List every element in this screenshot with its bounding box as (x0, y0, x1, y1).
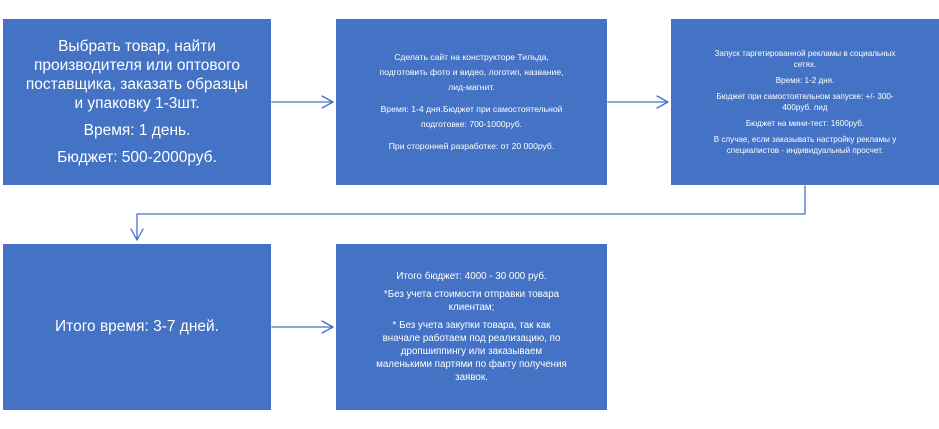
text-line: вначале работаем под реализацию, по (382, 333, 561, 344)
text-line: маленькими партями по факту получения (376, 359, 567, 370)
step-budget-self (716, 91, 893, 113)
text-line: * Без учета закупки товара, так как (392, 320, 551, 331)
text-line: лид-магнит. (448, 82, 495, 92)
step-box-website (336, 19, 607, 185)
text-line: Бюджет на мини-тест: 1600руб. (745, 119, 865, 128)
text-line: и упаковку 1-3шт. (74, 95, 200, 112)
text-line: Выбрать товар, найти (58, 38, 216, 55)
step-budget (57, 148, 217, 167)
step-time-budget (381, 102, 563, 132)
step-description (715, 48, 896, 70)
step-external-budget (389, 139, 554, 154)
text-line: Время: 1-4 дня.Бюджет при самостоятельной (380, 104, 563, 114)
text-line: Запуск таргетированной рекламы в социальных (714, 49, 896, 58)
text-line: *Без учета стоимости отправки товара (383, 289, 560, 300)
total-time-box (3, 244, 271, 410)
shipping-note (384, 288, 559, 314)
text-line: Время: 1 день. (83, 122, 191, 139)
text-line: клиентам; (448, 302, 495, 313)
text-line: подготовке: 700-1000руб. (420, 119, 523, 129)
text-line: поставщика, заказать образцы (25, 76, 249, 93)
arrow-box1-to-box2 (272, 96, 333, 108)
step-description (379, 50, 563, 95)
step-description (26, 37, 248, 113)
step-box-choose-product (3, 19, 271, 185)
text-line: Бюджет: 500-2000руб. (57, 149, 217, 166)
arrow-box4-to-box5 (272, 321, 333, 333)
step-time (84, 121, 191, 140)
step-budget-test (746, 118, 864, 129)
text-line: подготовить фото и видео, логотип, название, (379, 67, 564, 77)
total-budget (396, 270, 546, 283)
text-line: В случае, если заказывать настройку рекламы у (713, 135, 897, 144)
purchase-note (376, 319, 567, 384)
text-line: производителя или оптового (33, 57, 241, 74)
step-time (776, 75, 835, 86)
text-line: Время: 1-2 дня. (775, 76, 835, 85)
text-line: специалистов - индивидуальный просчет. (726, 146, 884, 155)
total-time-text: Итого время: 3-7 дней. (55, 318, 219, 335)
arrow-box2-to-box3 (608, 96, 668, 108)
total-budget-box (336, 244, 607, 410)
text-line: Сделать сайт на конструкторе Тильда, (394, 52, 549, 62)
step-box-ads (671, 19, 939, 185)
text-line: При сторонней разработке: от 20 000руб. (388, 141, 555, 151)
arrow-box3-to-box4 (131, 186, 805, 240)
text-line: сетях. (793, 60, 817, 69)
step-specialist-note (714, 134, 897, 156)
text-line: дропшиппингу или заказываем (400, 346, 543, 357)
text-line: Итого бюджет: 4000 - 30 000 руб. (396, 271, 547, 282)
text-line: 400руб. лид (782, 103, 828, 112)
text-line: заявок. (455, 372, 488, 383)
text-line: Бюджет при самостоятельном запуске: +/- 300- (716, 92, 894, 101)
